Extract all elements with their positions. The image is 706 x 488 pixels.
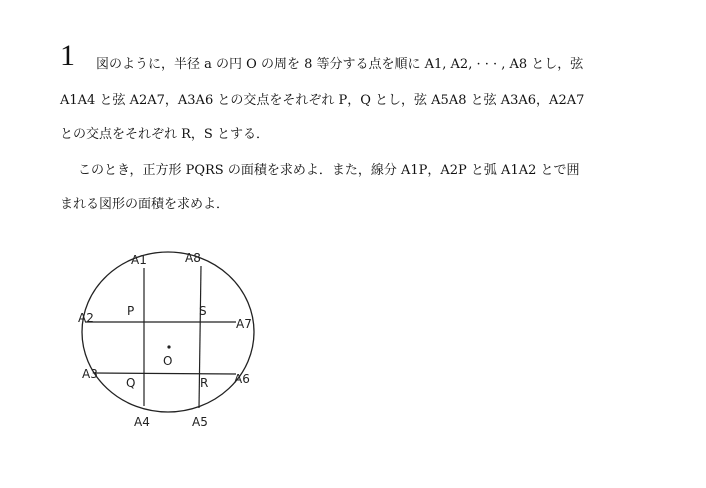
label-p: P: [127, 304, 135, 318]
label-s: S: [199, 304, 207, 318]
label-a6: A6: [234, 372, 250, 386]
circle-diagram-svg: [74, 246, 274, 446]
problem-text-line-4: このとき，正方形 PQRS の面積を求めよ．また，線分 A1P，A2P と弧 A1A2 とで囲: [78, 163, 580, 178]
label-a4: A4: [134, 415, 150, 429]
label-a2: A2: [78, 311, 94, 325]
chord-a3a6: [94, 373, 236, 374]
problem-number: 1: [60, 39, 75, 72]
label-a5: A5: [192, 415, 208, 429]
label-a7: A7: [236, 317, 252, 331]
label-a8: A8: [185, 251, 201, 265]
problem-text-line-1: 図のように，半径 a の円 O の周を 8 等分する点を順に A1, A2, · · · , A8 とし，弦: [96, 57, 584, 72]
label-o: O: [163, 354, 173, 368]
problem-text-line-3: との交点をそれぞれ R，S とする．: [60, 127, 269, 142]
label-r: R: [200, 376, 209, 390]
label-a1: A1: [131, 253, 147, 267]
circle-diagram: [74, 246, 274, 446]
problem-text-line-2: A1A4 と弦 A2A7，A3A6 との交点をそれぞれ P，Q とし，弦 A5A8 と弦 A3A6，A2A7: [60, 93, 585, 108]
problem-text-line-5: まれる図形の面積を求めよ．: [60, 197, 230, 212]
circle-o: [82, 252, 254, 412]
label-a3: A3: [82, 367, 98, 381]
label-q: Q: [126, 376, 136, 390]
center-dot: [167, 345, 170, 348]
